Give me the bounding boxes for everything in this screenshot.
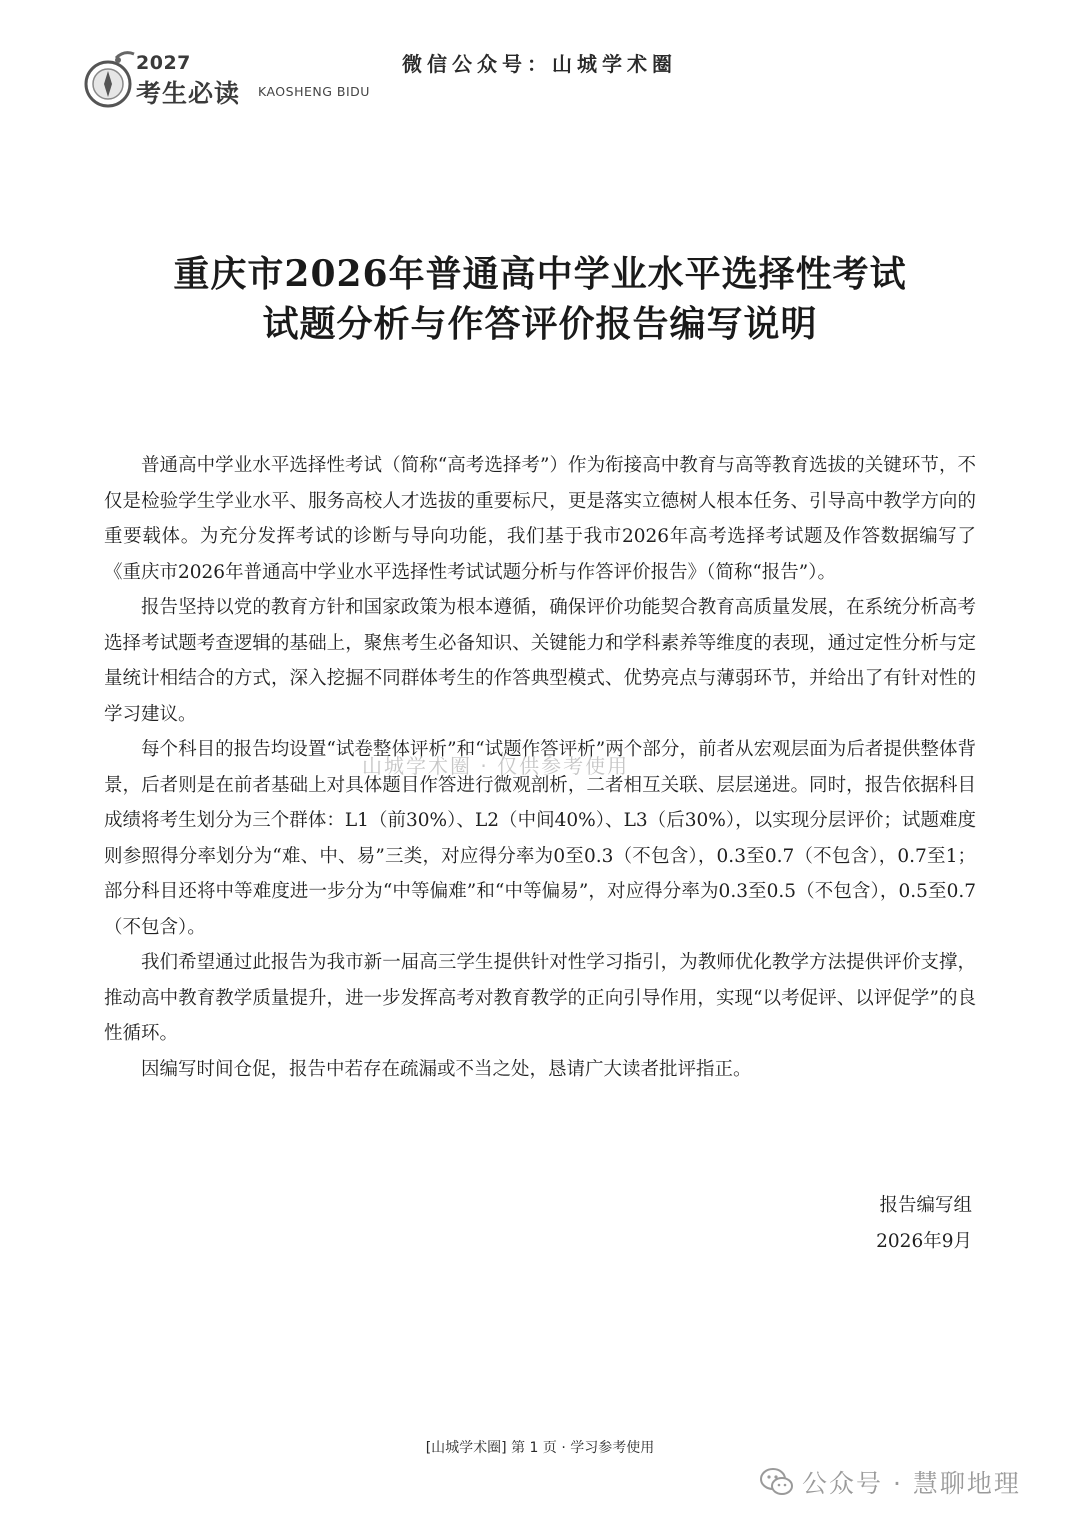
logo-year: 2027 <box>136 52 191 74</box>
signature-group: 报告编写组 <box>879 1195 972 1216</box>
document-title-line-2: 试题分析与作答评价报告编写说明 <box>262 303 818 345</box>
logo <box>78 46 378 116</box>
paragraph-structure: 每个科目的报告均设置“试卷整体评析”和“试题作答评析”两个部分，前者从宏观层面为后者提供整体背景，后者则是在前者基础上对具体题目作答进行微观剖析，二者相互关联、层层递进。同时，报告依据科目成绩将考生划分为三个群体：L1（前30%）、L2（中间40%）、L3（后30%），以实现分层评价；试题难度则参照得分率划分为“难、中、易”三类，对应得分率为0至0.3（不包含），0.3至0.7（不包含），0.7至1；部分科目还将中等难度进一步分为“中等偏难”和“中等偏易”，对应得分率为0.3至0.5（不包含），0.5至0.7（不包含）。 <box>104 739 976 938</box>
logo-name: 考生必读 <box>136 79 241 108</box>
compass-logo-icon <box>78 46 144 112</box>
bottom-watermark <box>760 1462 1021 1502</box>
document-title-line-1: 重庆市2026年普通高中学业水平选择性考试 <box>173 253 907 295</box>
paragraph-closing: 因编写时间仓促，报告中若存在疏漏或不当之处，恳请广大读者批评指正。 <box>141 1058 752 1080</box>
logo-subtitle: KAOSHENG BIDU <box>258 84 370 99</box>
header-wechat-account: 微信公众号：山城学术圈 <box>402 52 677 76</box>
paragraph-purpose: 我们希望通过此报告为我市新一届高三学生提供针对性学习指引，为教师优化教学方法提供评价支撑，推动高中教育教学质量提升，进一步发挥高考对教育教学的正向引导作用，实现“以考促评、以评促学”的良性循环。 <box>104 952 976 1044</box>
signature-block <box>876 1188 972 1260</box>
paragraph-intro: 普通高中学业水平选择性考试（简称“高考选择考”）作为衔接高中教育与高等教育选拔的关键环节，不仅是检验学生学业水平、服务高校人才选拔的重要标尺，更是落实立德树人根本任务、引导高中教学方向的重要载体。为充分发挥考试的诊断与导向功能，我们基于我市2026年高考选择考试题及作答数据编写了《重庆市2026年普通高中学业水平选择性考试试题分析与作答评价报告》（简称“报告”）。 <box>104 455 976 583</box>
wechat-icon <box>760 1467 794 1497</box>
page-footer: [山城学术圈] 第 1 页 · 学习参考使用 <box>425 1440 655 1456</box>
bottom-watermark-text: 公众号 · 慧聊地理 <box>802 1469 1021 1498</box>
center-watermark: 山城学术圈 · 仅供参考使用 <box>362 754 630 778</box>
paragraph-principles: 报告坚持以党的教育方针和国家政策为根本遵循，确保评价功能契合教育高质量发展，在系统分析高考选择考试题考查逻辑的基础上，聚焦考生必备知识、关键能力和学科素养等维度的表现，通过定性分析与定量统计相结合的方式，深入挖掘不同群体考生的作答典型模式、优势亮点与薄弱环节，并给出了有针对性的学习建议。 <box>104 597 976 725</box>
signature-date: 2026年9月 <box>876 1231 972 1252</box>
